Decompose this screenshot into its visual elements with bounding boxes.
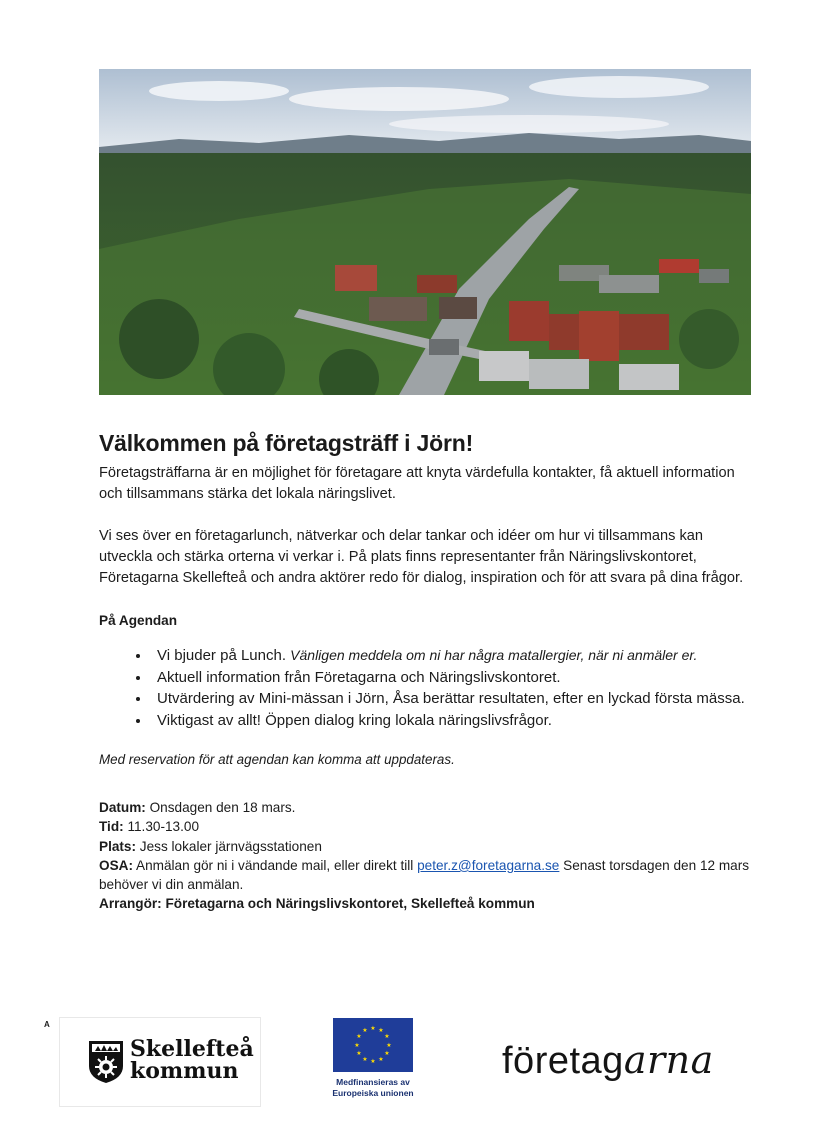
agenda-item-text: Vi bjuder på Lunch. [157, 647, 291, 664]
place-row [99, 837, 759, 856]
page-title: Välkommen på företagsträff i Jörn! [99, 430, 474, 456]
time-label: Tid: [99, 819, 124, 835]
header-photo [99, 69, 751, 395]
svg-text:★: ★ [356, 1033, 362, 1040]
time-value: 11.30-13.00 [123, 819, 200, 835]
osa-label: OSA: [99, 857, 133, 873]
svg-text:★: ★ [370, 1058, 376, 1065]
event-details [99, 798, 759, 914]
agenda-item [151, 645, 759, 667]
reservation-note: Med reservation för att agendan kan komma att uppdateras. [99, 752, 455, 767]
skelleftea-wordmark [130, 1038, 254, 1082]
osa-text-after: Senast torsdagen den 12 mars behöver vi din anmälan. [99, 857, 750, 893]
skelleftea-shield-icon [88, 1040, 124, 1084]
date-row [99, 798, 759, 817]
email-link[interactable]: peter.z@foretagarna.se [417, 857, 560, 873]
corner-marker: A [44, 1020, 50, 1029]
svg-text:★: ★ [378, 1027, 384, 1034]
agenda-item [151, 667, 759, 689]
foretagarna-part2: arna [623, 1038, 714, 1082]
skelleftea-line2: kommun [130, 1058, 239, 1084]
svg-text:★: ★ [354, 1042, 360, 1049]
skelleftea-line1: Skellefteå [130, 1036, 254, 1062]
svg-text:★: ★ [378, 1056, 384, 1063]
agenda-item [151, 710, 759, 732]
osa-row [99, 856, 759, 895]
time-row [99, 817, 759, 836]
place-label: Plats: [99, 838, 137, 854]
svg-text:★: ★ [362, 1027, 368, 1034]
svg-text:★: ★ [356, 1050, 362, 1057]
svg-text:★: ★ [384, 1033, 390, 1040]
skelleftea-logo [59, 1017, 261, 1107]
osa-text-before: Anmälan gör ni i vändande mail, eller direkt till [132, 857, 418, 873]
organizer-label: Arrangör: [99, 896, 162, 912]
eu-caption [318, 1077, 428, 1099]
svg-text:★: ★ [370, 1025, 376, 1032]
date-value: Onsdagen den 18 mars. [145, 800, 296, 815]
organizer-value: Företagarna och Näringslivskontoret, Skellefteå kommun [161, 896, 535, 912]
date-label: Datum: [99, 800, 146, 815]
eu-caption-line1: Medfinansieras av [336, 1077, 410, 1087]
svg-text:★: ★ [384, 1050, 390, 1057]
foretagarna-logo [502, 1038, 714, 1083]
foretagarna-part1: företag [502, 1040, 624, 1082]
intro-paragraph: Företagsträffarna är en möjlighet för företagare att knyta värdefulla kontakter, få aktuell information och tillsammans stärka det lokala näringslivet. [99, 465, 735, 502]
invitation-content [99, 430, 759, 914]
organizer-row [99, 894, 759, 913]
svg-text:★: ★ [362, 1056, 368, 1063]
agenda-item-note: Vänligen meddela om ni har några matallergier, när ni anmäler er. [290, 647, 698, 663]
agenda-heading: På Agendan [99, 613, 178, 628]
eu-caption-line2: Europeiska unionen [332, 1088, 414, 1098]
agenda-item-text: Utvärdering av Mini-mässan i Jörn, Åsa berättar resultaten, efter en lyckad första mässa. [157, 690, 745, 707]
svg-text:★: ★ [386, 1042, 392, 1049]
place-value: Jess lokaler järnvägsstationen [136, 838, 322, 854]
agenda-list [99, 645, 759, 731]
body-paragraph: Vi ses över en företagarlunch, nätverkar och delar tankar och idéer om hur vi tillsammans kan utveckla och stärka orterna vi verkar i. På plats finns representanter från Näringslivskontoret, Företagarna Skellefteå och andra aktörer redo för dialog, inspiration och för att svara på dina frågor. [99, 528, 744, 586]
aerial-village-illustration [99, 69, 751, 395]
agenda-item-text: Viktigast av allt! Öppen dialog kring lokala näringslivsfrågor. [157, 711, 552, 729]
agenda-item-text: Aktuell information från Företagarna och Näringslivskontoret. [157, 668, 561, 686]
agenda-item [151, 688, 759, 710]
eu-flag-icon [333, 1018, 413, 1072]
